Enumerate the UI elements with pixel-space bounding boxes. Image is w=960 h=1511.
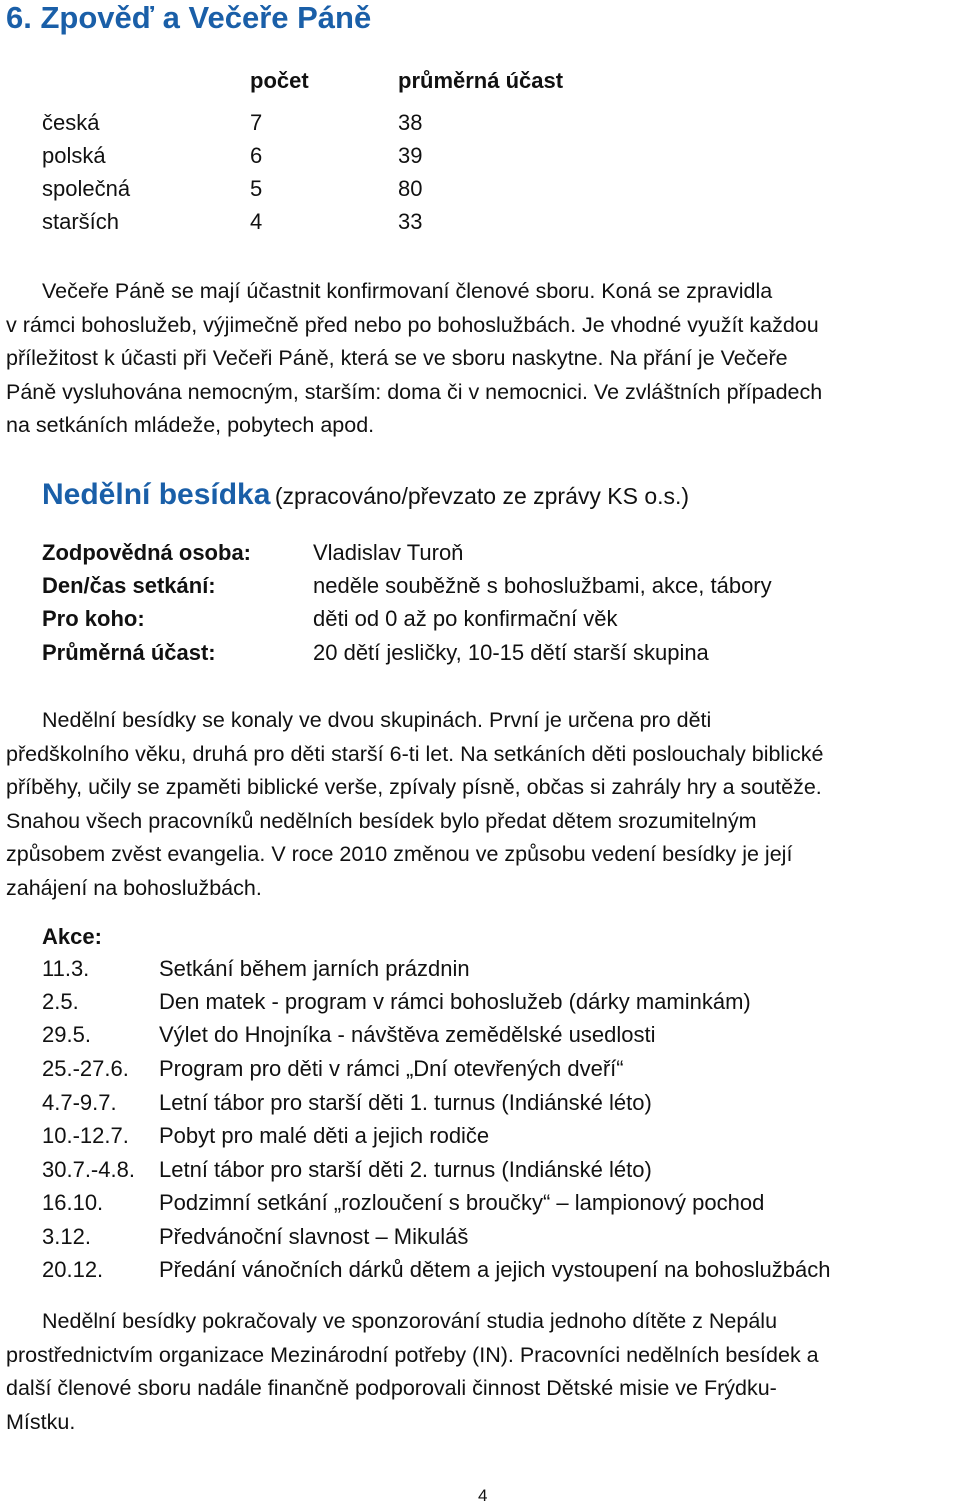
paragraph-line: způsobem zvěst evangelia. V roce 2010 změnou ve způsobu vedení besídky je její [6, 842, 793, 866]
stats-row-avg: 33 [398, 209, 423, 234]
info-row [0, 640, 920, 673]
info-row [0, 540, 920, 573]
event-text: Předání vánočních dárků dětem a jejich vystoupení na bohoslužbách [159, 1257, 831, 1282]
event-date: 29.5. [42, 1022, 91, 1047]
event-item [0, 1257, 940, 1290]
stats-row [0, 176, 700, 209]
events-title: Akce: [42, 924, 102, 949]
event-date: 11.3. [42, 956, 90, 981]
event-date: 10.-12.7. [42, 1123, 129, 1148]
paragraph-line: prostřednictvím organizace Mezinárodní potřeby (IN). Pracovníci nedělních besídek a [6, 1342, 819, 1367]
stats-row-name: polská [42, 143, 106, 168]
paragraph-line: zahájení na bohoslužbách. [6, 875, 262, 900]
event-date: 16.10. [42, 1190, 104, 1215]
stats-row [0, 110, 700, 143]
paragraph-line: Nedělní besídky pokračovaly ve sponzorování studia jednoho dítěte z Nepálu [42, 1309, 778, 1333]
stats-col-avg-header: průměrná účast [398, 68, 564, 93]
stats-row-name: společná [42, 176, 131, 201]
paragraph-line: Snahou všech pracovníků nedělních besídek bylo předat dětem srozumitelným [6, 808, 757, 833]
event-text: Program pro děti v rámci „Dní otevřených dveří“ [159, 1056, 624, 1081]
event-date: 25.-27.6. [42, 1056, 129, 1081]
event-date: 2.5. [42, 989, 79, 1014]
section-heading: 6. Zpověď a Večeře Páně [6, 0, 372, 35]
info-row [0, 606, 920, 639]
stats-row-avg: 38 [398, 110, 423, 135]
stats-col-count-header: počet [250, 68, 309, 93]
info-label: Pro koho: [42, 606, 145, 631]
event-text: Předvánoční slavnost – Mikuláš [159, 1224, 469, 1249]
page-number: 4 [478, 1486, 488, 1505]
paragraph-sunday-school [6, 704, 956, 905]
stats-row-count: 7 [250, 110, 263, 135]
paragraph-line: Páně vysluhována nemocným, starším: doma či v nemocnici. Ve zvláštních případech [6, 379, 823, 404]
info-label: Průměrná účast: [42, 640, 216, 665]
event-item [0, 1157, 940, 1190]
event-item [0, 1123, 940, 1156]
event-text: Pobyt pro malé děti a jejich rodiče [159, 1123, 490, 1148]
event-item [0, 989, 940, 1022]
info-label: Den/čas setkání: [42, 573, 216, 598]
paragraph-line: Místku. [6, 1409, 76, 1434]
stats-row-name: starších [42, 209, 120, 234]
stats-row-avg: 39 [398, 143, 423, 168]
info-value: 20 dětí jesličky, 10-15 dětí starší skupina [313, 640, 709, 665]
paragraph-line: v rámci bohoslužeb, výjimečně před nebo po bohoslužbách. Je vhodné využít každou [6, 312, 819, 337]
event-item [0, 1224, 940, 1257]
info-label: Zodpovědná osoba: [42, 540, 251, 565]
subsection-title: Nedělní besídka [42, 478, 271, 511]
subsection-subtitle: (zpracováno/převzato ze zprávy KS o.s.) [274, 483, 690, 509]
event-text: Letní tábor pro starší děti 1. turnus (Indiánské léto) [159, 1090, 652, 1115]
paragraph-line: Večeře Páně se mají účastnit konfirmovaní členové sboru. Koná se zpravidla [42, 279, 773, 303]
paragraph-line: na setkáních mládeže, pobytech apod. [6, 413, 375, 437]
info-value: neděle souběžně s bohoslužbami, akce, tábory [313, 573, 772, 598]
paragraph-line: předškolního věku, druhá pro děti starší 6-ti let. Na setkáních děti poslouchaly biblické [6, 741, 824, 766]
event-item [0, 1090, 940, 1123]
event-item [0, 1190, 940, 1223]
event-text: Letní tábor pro starší děti 2. turnus (Indiánské léto) [159, 1157, 652, 1182]
paragraph-communion [6, 275, 956, 443]
stats-row-count: 4 [250, 209, 263, 234]
subsection-heading [42, 478, 689, 512]
stats-row-count: 5 [250, 176, 263, 201]
stats-row [0, 143, 700, 176]
stats-row-name: česká [42, 110, 100, 135]
event-text: Podzimní setkání „rozloučení s broučky“ – lampionový pochod [159, 1190, 765, 1215]
stats-row-avg: 80 [398, 176, 423, 201]
event-item [0, 956, 940, 989]
paragraph-sponsorship [6, 1305, 956, 1439]
info-value: děti od 0 až po konfirmační věk [313, 606, 618, 631]
info-value: Vladislav Turoň [313, 540, 464, 565]
stats-row-count: 6 [250, 143, 263, 168]
event-text: Výlet do Hnojníka - návštěva zemědělské usedlosti [159, 1022, 656, 1047]
event-date: 30.7.-4.8. [42, 1157, 135, 1182]
event-item [0, 1056, 940, 1089]
info-row [0, 573, 920, 606]
event-date: 20.12. [42, 1257, 104, 1282]
event-text: Setkání během jarních prázdnin [159, 956, 470, 981]
event-text: Den matek - program v rámci bohoslužeb (dárky maminkám) [159, 989, 751, 1014]
event-date: 3.12. [42, 1224, 91, 1249]
paragraph-line: Nedělní besídky se konaly ve dvou skupinách. První je určena pro děti [42, 708, 712, 732]
stats-row [0, 209, 700, 242]
event-item [0, 1022, 940, 1055]
event-date: 4.7-9.7. [42, 1090, 117, 1115]
paragraph-line: příležitost k účasti při Večeři Páně, která se ve sboru naskytne. Na přání je Večeře [6, 346, 788, 370]
paragraph-line: další členové sboru nadále finančně podporovali činnost Dětské misie ve Frýdku- [6, 1376, 777, 1400]
paragraph-line: příběhy, učily se zpaměti biblické verše, zpívaly písně, občas si zahrály hry a soutěže. [6, 775, 822, 799]
